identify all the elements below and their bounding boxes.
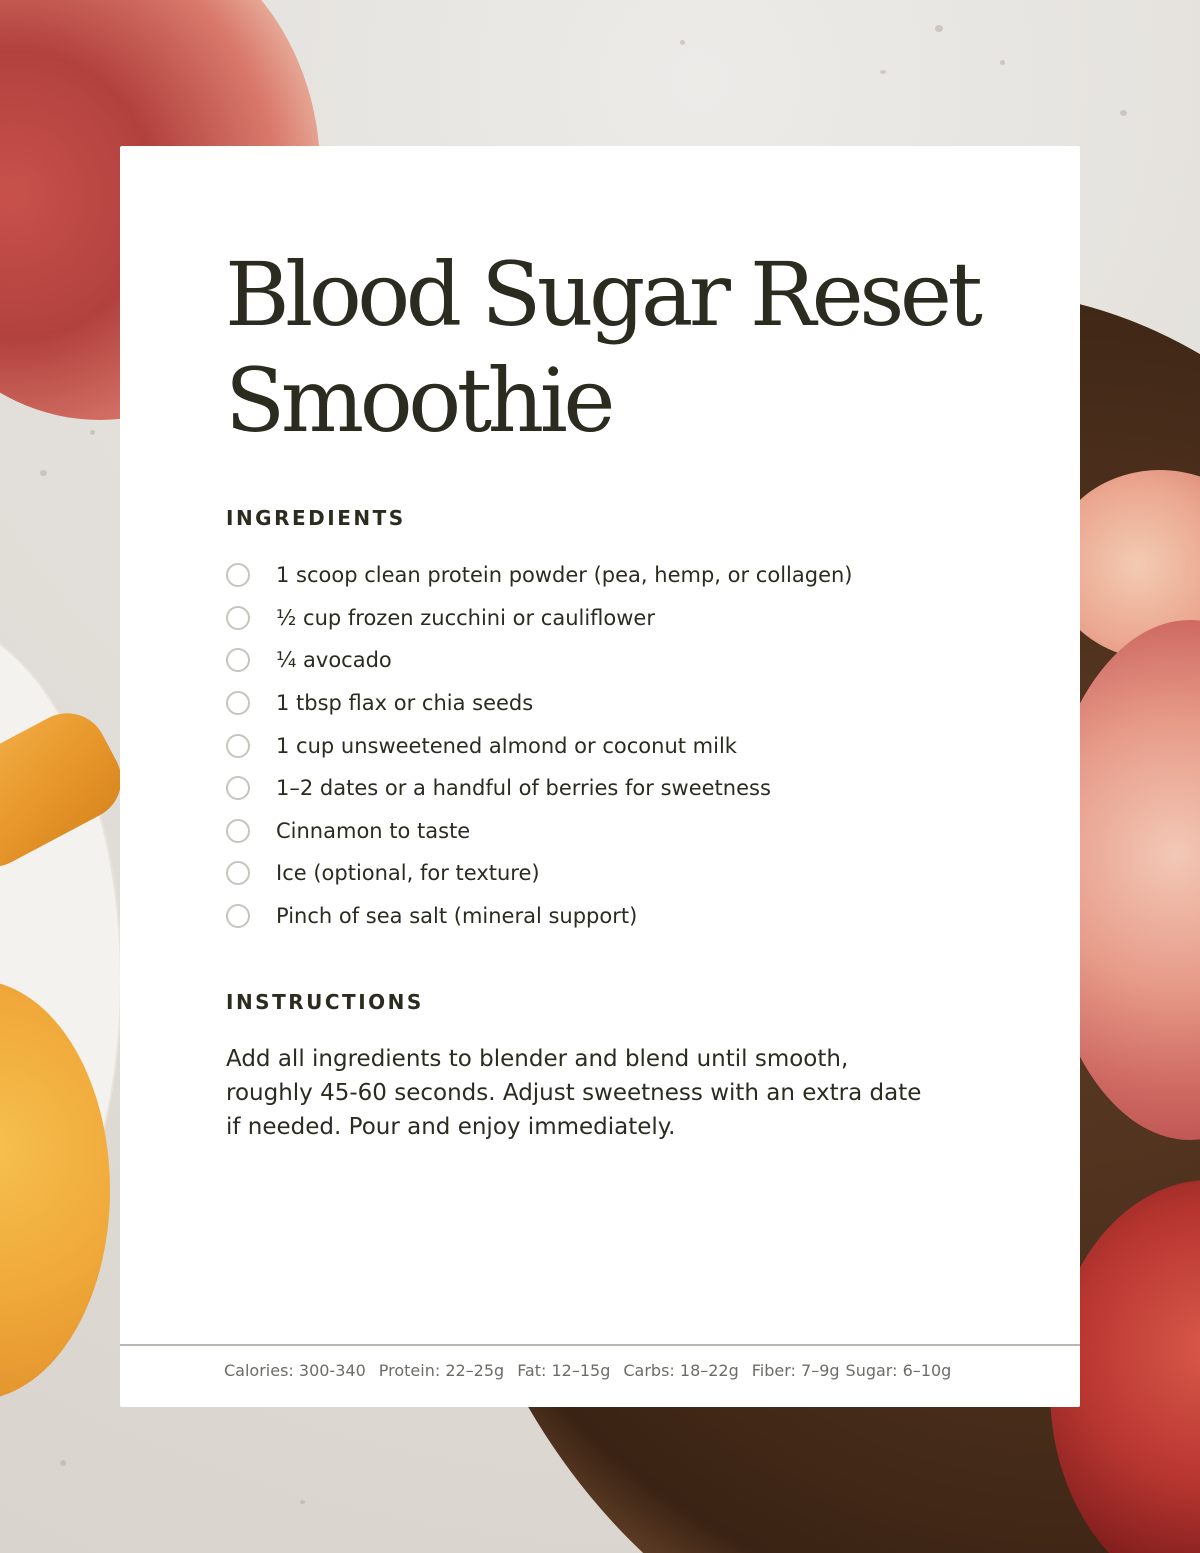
checkbox-icon[interactable] bbox=[226, 648, 250, 672]
checkbox-icon[interactable] bbox=[226, 776, 250, 800]
ingredient-item[interactable] bbox=[226, 895, 986, 938]
ingredient-label: Ice (optional, for texture) bbox=[276, 861, 540, 886]
ingredient-label: ¼ avocado bbox=[276, 648, 392, 673]
checkbox-icon[interactable] bbox=[226, 606, 250, 630]
ingredient-label: Cinnamon to taste bbox=[276, 818, 471, 843]
checkbox-icon[interactable] bbox=[226, 819, 250, 843]
stone-speck bbox=[90, 430, 95, 435]
nutrition-facts bbox=[224, 1361, 964, 1380]
stone-speck bbox=[680, 40, 685, 45]
ingredient-item[interactable] bbox=[226, 852, 986, 895]
nutrition-calories: Calories: 300-340 bbox=[224, 1361, 366, 1380]
nutrition-fat: Fat: 12–15g bbox=[517, 1361, 611, 1380]
ingredient-item[interactable] bbox=[226, 682, 986, 725]
ingredient-label: 1 cup unsweetened almond or coconut milk bbox=[276, 733, 737, 758]
checkbox-icon[interactable] bbox=[226, 734, 250, 758]
ingredients-heading: INGREDIENTS bbox=[226, 506, 406, 530]
instructions-text: Add all ingredients to blender and blend until smooth, roughly 45-60 seconds. Adjust sweetness with an extra date if needed. Pour and enjoy immediately. bbox=[226, 1046, 922, 1140]
ingredient-item[interactable] bbox=[226, 724, 986, 767]
nutrition-carbs: Carbs: 18–22g bbox=[623, 1361, 739, 1380]
ingredient-label: 1 scoop clean protein powder (pea, hemp, or collagen) bbox=[276, 563, 853, 588]
title-line-1: Blood Sugar Reset bbox=[225, 243, 979, 346]
checkbox-icon[interactable] bbox=[226, 563, 250, 587]
recipe-card bbox=[120, 146, 1080, 1407]
recipe-title bbox=[225, 242, 985, 454]
ingredient-item[interactable] bbox=[226, 639, 986, 682]
stone-speck bbox=[935, 25, 943, 32]
stone-speck bbox=[1000, 60, 1005, 65]
ingredient-item[interactable] bbox=[226, 597, 986, 640]
stone-speck bbox=[1120, 110, 1127, 116]
nutrition-sugar: Sugar: 6–10g bbox=[845, 1361, 952, 1380]
checkbox-icon[interactable] bbox=[226, 691, 250, 715]
instructions-heading: INSTRUCTIONS bbox=[226, 990, 424, 1014]
ingredient-item[interactable] bbox=[226, 767, 986, 810]
nutrition-protein: Protein: 22–25g bbox=[378, 1361, 505, 1380]
ingredient-label: Pinch of sea salt (mineral support) bbox=[276, 904, 638, 929]
stone-speck bbox=[300, 1500, 305, 1504]
stone-speck bbox=[880, 70, 886, 74]
checkbox-icon[interactable] bbox=[226, 861, 250, 885]
nutrition-fiber: Fiber: 7–9g bbox=[751, 1361, 840, 1380]
footer-divider bbox=[120, 1344, 1080, 1346]
ingredient-label: 1 tbsp flax or chia seeds bbox=[276, 691, 534, 716]
checkbox-icon[interactable] bbox=[226, 904, 250, 928]
ingredient-item[interactable] bbox=[226, 810, 986, 853]
title-line-2: Smoothie bbox=[225, 349, 611, 452]
stone-speck bbox=[40, 470, 47, 476]
ingredient-label: 1–2 dates or a handful of berries for sweetness bbox=[276, 776, 771, 801]
ingredient-item[interactable] bbox=[226, 554, 986, 597]
ingredient-list bbox=[226, 554, 986, 937]
stone-speck bbox=[60, 1460, 66, 1466]
ingredient-label: ½ cup frozen zucchini or cauliflower bbox=[276, 605, 655, 630]
